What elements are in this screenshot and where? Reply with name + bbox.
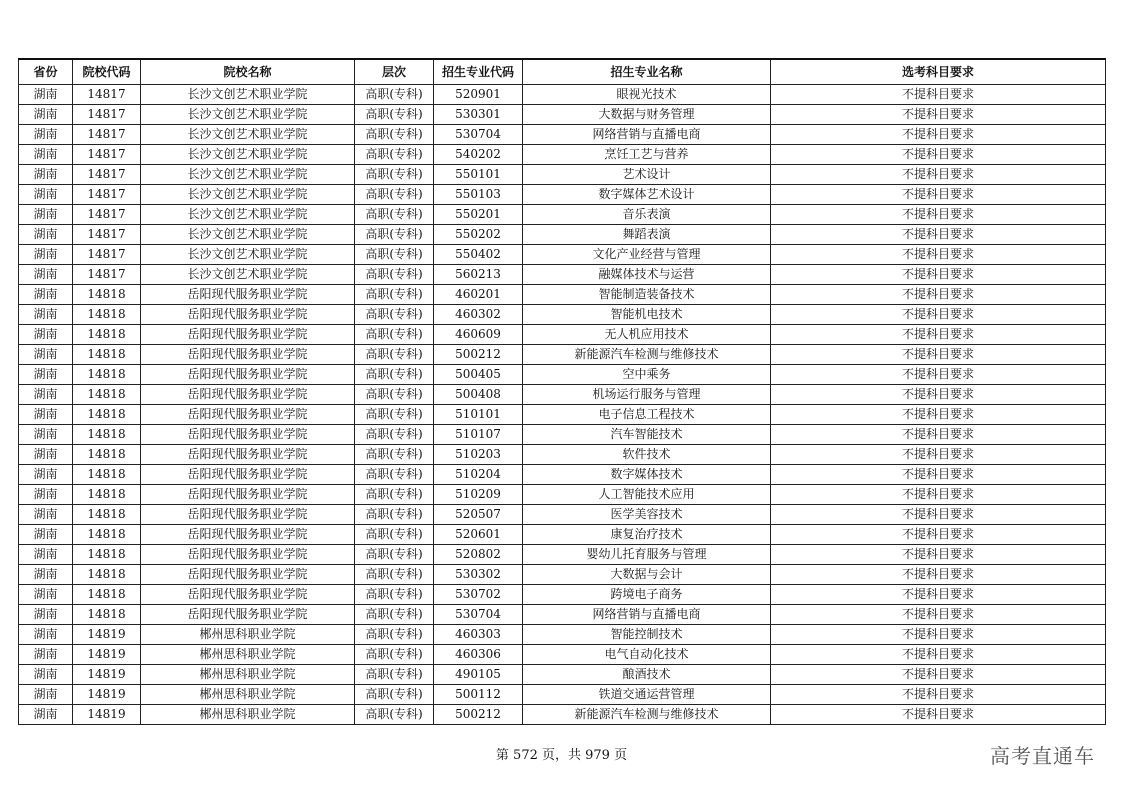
province-cell: 湖南 xyxy=(19,205,73,225)
header-province: 省份 xyxy=(19,59,73,85)
province-cell: 湖南 xyxy=(19,465,73,485)
header-subject-requirement: 选考科目要求 xyxy=(771,59,1106,85)
subject-requirement-cell: 不提科目要求 xyxy=(771,705,1106,725)
major-code-cell: 500112 xyxy=(434,685,523,705)
subject-requirement-cell: 不提科目要求 xyxy=(771,205,1106,225)
province-cell: 湖南 xyxy=(19,225,73,245)
school-name-cell: 郴州思科职业学院 xyxy=(141,625,355,645)
table-row xyxy=(19,225,1106,245)
major-name-cell: 智能制造装备技术 xyxy=(523,285,771,305)
major-code-cell: 460302 xyxy=(434,305,523,325)
school-code-cell: 14819 xyxy=(73,705,141,725)
major-code-cell: 530301 xyxy=(434,105,523,125)
major-name-cell: 舞蹈表演 xyxy=(523,225,771,245)
level-cell: 高职(专科) xyxy=(355,565,434,585)
province-cell: 湖南 xyxy=(19,545,73,565)
school-code-cell: 14817 xyxy=(73,265,141,285)
school-code-cell: 14817 xyxy=(73,145,141,165)
province-cell: 湖南 xyxy=(19,165,73,185)
major-code-cell: 500212 xyxy=(434,705,523,725)
table-row xyxy=(19,545,1106,565)
major-code-cell: 490105 xyxy=(434,665,523,685)
school-name-cell: 岳阳现代服务职业学院 xyxy=(141,565,355,585)
province-cell: 湖南 xyxy=(19,325,73,345)
table-row xyxy=(19,145,1106,165)
province-cell: 湖南 xyxy=(19,625,73,645)
header-major-code: 招生专业代码 xyxy=(434,59,523,85)
province-cell: 湖南 xyxy=(19,425,73,445)
school-code-cell: 14818 xyxy=(73,305,141,325)
major-name-cell: 空中乘务 xyxy=(523,365,771,385)
school-code-cell: 14817 xyxy=(73,125,141,145)
school-name-cell: 郴州思科职业学院 xyxy=(141,685,355,705)
header-major-name: 招生专业名称 xyxy=(523,59,771,85)
page-number: 第 572 页，共 979 页 xyxy=(495,748,628,763)
province-cell: 湖南 xyxy=(19,585,73,605)
major-code-cell: 520601 xyxy=(434,525,523,545)
school-name-cell: 长沙文创艺术职业学院 xyxy=(141,85,355,105)
school-name-cell: 岳阳现代服务职业学院 xyxy=(141,405,355,425)
table-row xyxy=(19,165,1106,185)
table-body xyxy=(19,85,1106,725)
subject-requirement-cell: 不提科目要求 xyxy=(771,125,1106,145)
school-code-cell: 14817 xyxy=(73,85,141,105)
level-cell: 高职(专科) xyxy=(355,485,434,505)
major-code-cell: 510101 xyxy=(434,405,523,425)
school-name-cell: 岳阳现代服务职业学院 xyxy=(141,525,355,545)
table-row xyxy=(19,385,1106,405)
major-name-cell: 艺术设计 xyxy=(523,165,771,185)
school-name-cell: 长沙文创艺术职业学院 xyxy=(141,125,355,145)
major-code-cell: 460609 xyxy=(434,325,523,345)
major-code-cell: 550402 xyxy=(434,245,523,265)
school-name-cell: 岳阳现代服务职业学院 xyxy=(141,425,355,445)
school-code-cell: 14819 xyxy=(73,625,141,645)
province-cell: 湖南 xyxy=(19,645,73,665)
school-code-cell: 14818 xyxy=(73,445,141,465)
level-cell: 高职(专科) xyxy=(355,545,434,565)
province-cell: 湖南 xyxy=(19,285,73,305)
major-name-cell: 网络营销与直播电商 xyxy=(523,605,771,625)
subject-requirement-cell: 不提科目要求 xyxy=(771,585,1106,605)
level-cell: 高职(专科) xyxy=(355,145,434,165)
province-cell: 湖南 xyxy=(19,305,73,325)
province-cell: 湖南 xyxy=(19,105,73,125)
level-cell: 高职(专科) xyxy=(355,465,434,485)
major-code-cell: 460306 xyxy=(434,645,523,665)
header-school-code: 院校代码 xyxy=(73,59,141,85)
level-cell: 高职(专科) xyxy=(355,365,434,385)
province-cell: 湖南 xyxy=(19,665,73,685)
school-name-cell: 岳阳现代服务职业学院 xyxy=(141,365,355,385)
province-cell: 湖南 xyxy=(19,685,73,705)
major-name-cell: 融媒体技术与运营 xyxy=(523,265,771,285)
province-cell: 湖南 xyxy=(19,445,73,465)
school-name-cell: 岳阳现代服务职业学院 xyxy=(141,485,355,505)
major-name-cell: 大数据与会计 xyxy=(523,565,771,585)
subject-requirement-cell: 不提科目要求 xyxy=(771,445,1106,465)
school-code-cell: 14818 xyxy=(73,585,141,605)
school-code-cell: 14819 xyxy=(73,665,141,685)
school-code-cell: 14818 xyxy=(73,605,141,625)
level-cell: 高职(专科) xyxy=(355,625,434,645)
table-row xyxy=(19,465,1106,485)
major-code-cell: 520507 xyxy=(434,505,523,525)
school-code-cell: 14818 xyxy=(73,385,141,405)
school-code-cell: 14818 xyxy=(73,365,141,385)
major-code-cell: 460303 xyxy=(434,625,523,645)
major-code-cell: 550202 xyxy=(434,225,523,245)
subject-requirement-cell: 不提科目要求 xyxy=(771,625,1106,645)
province-cell: 湖南 xyxy=(19,85,73,105)
school-code-cell: 14817 xyxy=(73,165,141,185)
header-school-name: 院校名称 xyxy=(141,59,355,85)
table-header-row xyxy=(19,59,1106,85)
school-name-cell: 岳阳现代服务职业学院 xyxy=(141,545,355,565)
major-name-cell: 网络营销与直播电商 xyxy=(523,125,771,145)
subject-requirement-cell: 不提科目要求 xyxy=(771,685,1106,705)
school-name-cell: 长沙文创艺术职业学院 xyxy=(141,185,355,205)
level-cell: 高职(专科) xyxy=(355,265,434,285)
major-code-cell: 510107 xyxy=(434,425,523,445)
level-cell: 高职(专科) xyxy=(355,225,434,245)
subject-requirement-cell: 不提科目要求 xyxy=(771,245,1106,265)
level-cell: 高职(专科) xyxy=(355,405,434,425)
major-name-cell: 汽车智能技术 xyxy=(523,425,771,445)
level-cell: 高职(专科) xyxy=(355,245,434,265)
province-cell: 湖南 xyxy=(19,145,73,165)
header-level: 层次 xyxy=(355,59,434,85)
subject-requirement-cell: 不提科目要求 xyxy=(771,345,1106,365)
table-row xyxy=(19,425,1106,445)
table-row xyxy=(19,565,1106,585)
admission-table xyxy=(18,58,1106,725)
school-name-cell: 郴州思科职业学院 xyxy=(141,665,355,685)
subject-requirement-cell: 不提科目要求 xyxy=(771,305,1106,325)
major-name-cell: 智能机电技术 xyxy=(523,305,771,325)
major-name-cell: 数字媒体艺术设计 xyxy=(523,185,771,205)
subject-requirement-cell: 不提科目要求 xyxy=(771,605,1106,625)
school-name-cell: 岳阳现代服务职业学院 xyxy=(141,605,355,625)
level-cell: 高职(专科) xyxy=(355,185,434,205)
table-row xyxy=(19,605,1106,625)
subject-requirement-cell: 不提科目要求 xyxy=(771,505,1106,525)
major-code-cell: 500405 xyxy=(434,365,523,385)
major-name-cell: 新能源汽车检测与维修技术 xyxy=(523,705,771,725)
table-row xyxy=(19,245,1106,265)
table-row xyxy=(19,525,1106,545)
school-name-cell: 岳阳现代服务职业学院 xyxy=(141,285,355,305)
province-cell: 湖南 xyxy=(19,365,73,385)
table-row xyxy=(19,485,1106,505)
school-code-cell: 14818 xyxy=(73,285,141,305)
province-cell: 湖南 xyxy=(19,605,73,625)
subject-requirement-cell: 不提科目要求 xyxy=(771,365,1106,385)
level-cell: 高职(专科) xyxy=(355,305,434,325)
school-name-cell: 岳阳现代服务职业学院 xyxy=(141,445,355,465)
level-cell: 高职(专科) xyxy=(355,285,434,305)
table-row xyxy=(19,345,1106,365)
level-cell: 高职(专科) xyxy=(355,685,434,705)
major-name-cell: 电气自动化技术 xyxy=(523,645,771,665)
subject-requirement-cell: 不提科目要求 xyxy=(771,85,1106,105)
subject-requirement-cell: 不提科目要求 xyxy=(771,465,1106,485)
school-name-cell: 长沙文创艺术职业学院 xyxy=(141,165,355,185)
school-code-cell: 14818 xyxy=(73,325,141,345)
table-row xyxy=(19,705,1106,725)
major-name-cell: 软件技术 xyxy=(523,445,771,465)
major-name-cell: 酿酒技术 xyxy=(523,665,771,685)
table-row xyxy=(19,105,1106,125)
table-row xyxy=(19,305,1106,325)
school-code-cell: 14818 xyxy=(73,565,141,585)
watermark-logo: 高考直通车 xyxy=(990,744,1095,768)
school-code-cell: 14818 xyxy=(73,525,141,545)
major-code-cell: 530302 xyxy=(434,565,523,585)
level-cell: 高职(专科) xyxy=(355,525,434,545)
school-name-cell: 长沙文创艺术职业学院 xyxy=(141,245,355,265)
school-code-cell: 14817 xyxy=(73,205,141,225)
major-code-cell: 460201 xyxy=(434,285,523,305)
school-code-cell: 14817 xyxy=(73,245,141,265)
school-name-cell: 岳阳现代服务职业学院 xyxy=(141,345,355,365)
subject-requirement-cell: 不提科目要求 xyxy=(771,665,1106,685)
subject-requirement-cell: 不提科目要求 xyxy=(771,185,1106,205)
table-row xyxy=(19,365,1106,385)
major-code-cell: 530702 xyxy=(434,585,523,605)
school-code-cell: 14819 xyxy=(73,645,141,665)
table-row xyxy=(19,205,1106,225)
table-row xyxy=(19,445,1106,465)
major-code-cell: 560213 xyxy=(434,265,523,285)
school-code-cell: 14818 xyxy=(73,505,141,525)
school-name-cell: 长沙文创艺术职业学院 xyxy=(141,225,355,245)
province-cell: 湖南 xyxy=(19,265,73,285)
subject-requirement-cell: 不提科目要求 xyxy=(771,225,1106,245)
level-cell: 高职(专科) xyxy=(355,125,434,145)
subject-requirement-cell: 不提科目要求 xyxy=(771,145,1106,165)
major-code-cell: 550201 xyxy=(434,205,523,225)
major-name-cell: 新能源汽车检测与维修技术 xyxy=(523,345,771,365)
subject-requirement-cell: 不提科目要求 xyxy=(771,485,1106,505)
province-cell: 湖南 xyxy=(19,345,73,365)
major-name-cell: 文化产业经营与管理 xyxy=(523,245,771,265)
major-name-cell: 机场运行服务与管理 xyxy=(523,385,771,405)
major-code-cell: 500408 xyxy=(434,385,523,405)
major-name-cell: 康复治疗技术 xyxy=(523,525,771,545)
school-code-cell: 14818 xyxy=(73,405,141,425)
table-row xyxy=(19,265,1106,285)
subject-requirement-cell: 不提科目要求 xyxy=(771,105,1106,125)
table-row xyxy=(19,85,1106,105)
level-cell: 高职(专科) xyxy=(355,165,434,185)
table-row xyxy=(19,325,1106,345)
school-code-cell: 14818 xyxy=(73,465,141,485)
school-code-cell: 14818 xyxy=(73,485,141,505)
subject-requirement-cell: 不提科目要求 xyxy=(771,425,1106,445)
level-cell: 高职(专科) xyxy=(355,325,434,345)
major-name-cell: 婴幼儿托育服务与管理 xyxy=(523,545,771,565)
school-code-cell: 14817 xyxy=(73,105,141,125)
subject-requirement-cell: 不提科目要求 xyxy=(771,325,1106,345)
school-name-cell: 岳阳现代服务职业学院 xyxy=(141,505,355,525)
major-code-cell: 510203 xyxy=(434,445,523,465)
major-code-cell: 510204 xyxy=(434,465,523,485)
school-name-cell: 岳阳现代服务职业学院 xyxy=(141,325,355,345)
subject-requirement-cell: 不提科目要求 xyxy=(771,645,1106,665)
major-code-cell: 550103 xyxy=(434,185,523,205)
province-cell: 湖南 xyxy=(19,185,73,205)
table-row xyxy=(19,505,1106,525)
table-row xyxy=(19,685,1106,705)
school-name-cell: 岳阳现代服务职业学院 xyxy=(141,585,355,605)
province-cell: 湖南 xyxy=(19,405,73,425)
province-cell: 湖南 xyxy=(19,505,73,525)
subject-requirement-cell: 不提科目要求 xyxy=(771,405,1106,425)
major-name-cell: 电子信息工程技术 xyxy=(523,405,771,425)
level-cell: 高职(专科) xyxy=(355,85,434,105)
subject-requirement-cell: 不提科目要求 xyxy=(771,265,1106,285)
level-cell: 高职(专科) xyxy=(355,345,434,365)
province-cell: 湖南 xyxy=(19,705,73,725)
level-cell: 高职(专科) xyxy=(355,645,434,665)
major-name-cell: 铁道交通运营管理 xyxy=(523,685,771,705)
table-row xyxy=(19,665,1106,685)
major-code-cell: 500212 xyxy=(434,345,523,365)
subject-requirement-cell: 不提科目要求 xyxy=(771,565,1106,585)
subject-requirement-cell: 不提科目要求 xyxy=(771,385,1106,405)
table-row xyxy=(19,285,1106,305)
table-row xyxy=(19,405,1106,425)
major-code-cell: 530704 xyxy=(434,125,523,145)
level-cell: 高职(专科) xyxy=(355,105,434,125)
major-name-cell: 数字媒体技术 xyxy=(523,465,771,485)
province-cell: 湖南 xyxy=(19,125,73,145)
school-code-cell: 14817 xyxy=(73,185,141,205)
level-cell: 高职(专科) xyxy=(355,605,434,625)
major-name-cell: 音乐表演 xyxy=(523,205,771,225)
level-cell: 高职(专科) xyxy=(355,385,434,405)
level-cell: 高职(专科) xyxy=(355,205,434,225)
major-code-cell: 530704 xyxy=(434,605,523,625)
level-cell: 高职(专科) xyxy=(355,445,434,465)
province-cell: 湖南 xyxy=(19,245,73,265)
table-row xyxy=(19,625,1106,645)
school-code-cell: 14818 xyxy=(73,345,141,365)
province-cell: 湖南 xyxy=(19,485,73,505)
table-row xyxy=(19,185,1106,205)
school-name-cell: 郴州思科职业学院 xyxy=(141,645,355,665)
school-name-cell: 长沙文创艺术职业学院 xyxy=(141,145,355,165)
table-row xyxy=(19,585,1106,605)
school-name-cell: 岳阳现代服务职业学院 xyxy=(141,305,355,325)
province-cell: 湖南 xyxy=(19,565,73,585)
major-name-cell: 眼视光技术 xyxy=(523,85,771,105)
school-code-cell: 14818 xyxy=(73,545,141,565)
major-code-cell: 550101 xyxy=(434,165,523,185)
major-name-cell: 无人机应用技术 xyxy=(523,325,771,345)
major-name-cell: 人工智能技术应用 xyxy=(523,485,771,505)
school-name-cell: 长沙文创艺术职业学院 xyxy=(141,265,355,285)
major-name-cell: 医学美容技术 xyxy=(523,505,771,525)
level-cell: 高职(专科) xyxy=(355,505,434,525)
province-cell: 湖南 xyxy=(19,525,73,545)
school-name-cell: 岳阳现代服务职业学院 xyxy=(141,385,355,405)
school-code-cell: 14818 xyxy=(73,425,141,445)
school-name-cell: 长沙文创艺术职业学院 xyxy=(141,105,355,125)
level-cell: 高职(专科) xyxy=(355,705,434,725)
school-code-cell: 14819 xyxy=(73,685,141,705)
subject-requirement-cell: 不提科目要求 xyxy=(771,165,1106,185)
major-name-cell: 烹饪工艺与营养 xyxy=(523,145,771,165)
table-row xyxy=(19,125,1106,145)
subject-requirement-cell: 不提科目要求 xyxy=(771,525,1106,545)
table-row xyxy=(19,645,1106,665)
major-name-cell: 智能控制技术 xyxy=(523,625,771,645)
subject-requirement-cell: 不提科目要求 xyxy=(771,545,1106,565)
major-code-cell: 510209 xyxy=(434,485,523,505)
level-cell: 高职(专科) xyxy=(355,425,434,445)
major-name-cell: 跨境电子商务 xyxy=(523,585,771,605)
major-code-cell: 520901 xyxy=(434,85,523,105)
province-cell: 湖南 xyxy=(19,385,73,405)
level-cell: 高职(专科) xyxy=(355,585,434,605)
subject-requirement-cell: 不提科目要求 xyxy=(771,285,1106,305)
school-code-cell: 14817 xyxy=(73,225,141,245)
major-code-cell: 540202 xyxy=(434,145,523,165)
school-name-cell: 长沙文创艺术职业学院 xyxy=(141,205,355,225)
school-name-cell: 郴州思科职业学院 xyxy=(141,705,355,725)
major-name-cell: 大数据与财务管理 xyxy=(523,105,771,125)
level-cell: 高职(专科) xyxy=(355,665,434,685)
school-name-cell: 岳阳现代服务职业学院 xyxy=(141,465,355,485)
major-code-cell: 520802 xyxy=(434,545,523,565)
